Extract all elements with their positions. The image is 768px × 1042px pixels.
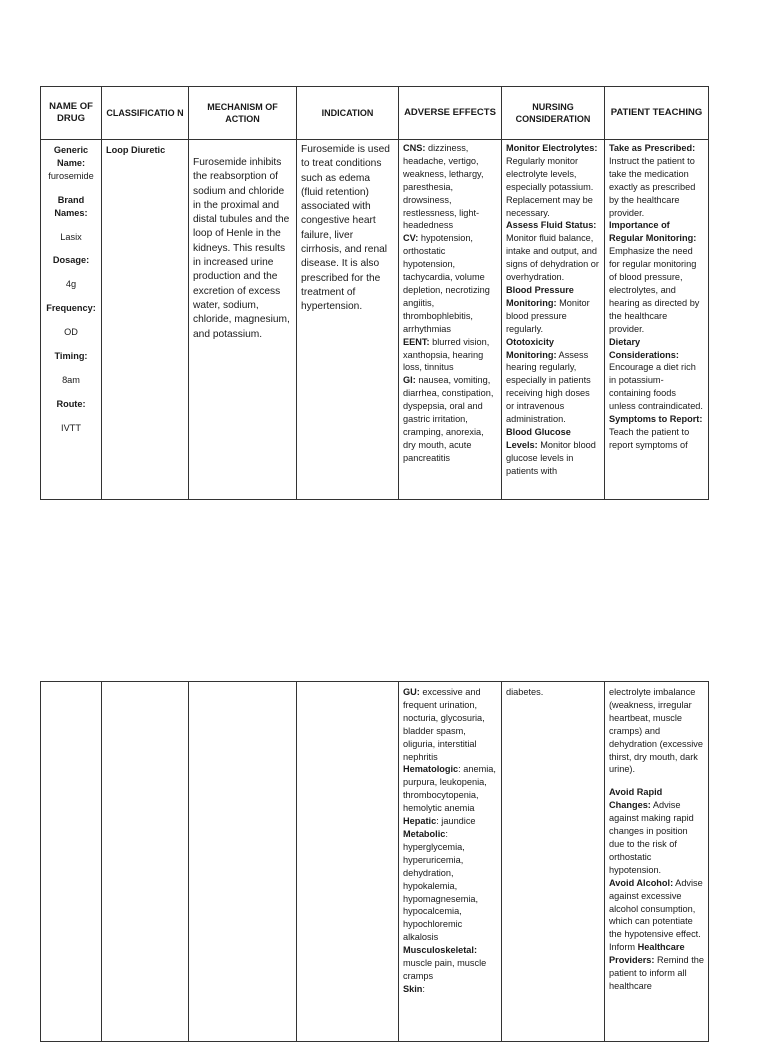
- teaching-item: Importance of Regular Monitoring: Emphasize the need for regular monitoring of blood pressure, electrolytes, and hearing as directed by the healthcare provider.: [609, 220, 700, 334]
- adverse-item: Hepatic: jaundice: [403, 816, 476, 827]
- nursing-item: Blood Glucose Levels: Monitor blood glucose levels in patients with: [506, 426, 596, 476]
- frequency-label: Frequency:: [46, 303, 96, 314]
- indication-cell: [297, 140, 399, 500]
- nursing-item: Ototoxicity Monitoring: Assess hearing regularly, especially in patients receiving high doses or intravenous administration.: [506, 336, 591, 425]
- dosage-value: 4g: [65, 279, 77, 290]
- adverse-item: CNS: dizziness, headache, vertigo, weakness, lethargy, paresthesia, drowsiness, restlessness, light-headedness: [403, 143, 484, 231]
- adverse-item: CV: hypotension, orthostatic hypotension, tachycardia, volume depletion, necrotizing angiitis, thrombophlebitis, arrhythmias: [403, 233, 490, 334]
- teaching-item: Symptoms to Report: Teach the patient to report symptoms of: [609, 414, 703, 450]
- indication-text: Furosemide is used to treat conditions such as edema (fluid retention) associated with congestive heart failure, liver cirrhosis, and renal disease. It is also prescribed for the treatment of hypertension.: [301, 144, 390, 313]
- dosage-label: Dosage:: [52, 255, 90, 266]
- teaching-continued-intro: electrolyte imbalance (weakness, irregular heartbeat, muscle cramps) and dehydration (excessive thirst, dry mouth, dark urine).: [609, 687, 703, 775]
- header-name-of-drug: NAME OF DRUG: [41, 87, 102, 140]
- empty-indication-cell: [297, 682, 399, 1042]
- teaching-item: Take as Prescribed: Instruct the patient to take the medication exactly as prescribed by the healthcare provider.: [609, 143, 696, 218]
- teaching-item: Avoid Rapid Changes: Advise against making rapid changes in position due to the risk of orthostatic hypotension.: [609, 787, 694, 875]
- teaching-item: Avoid Alcohol: Advise against excessive alcohol consumption, which can potentiate the hypotensive effect.: [609, 877, 703, 940]
- drug-table-page-2: [40, 681, 709, 1042]
- brand-names-value: Lasix: [60, 231, 82, 242]
- header-indication: INDICATION: [297, 87, 399, 140]
- adverse-item: GU: excessive and frequent urination, nocturia, glycosuria, bladder spasm, oliguria, interstitial nephritis: [403, 687, 485, 762]
- teaching-item: Dietary Considerations: Encourage a diet rich in potassium-containing foods unless contraindicated.: [609, 336, 703, 412]
- frequency-value: OD: [64, 327, 78, 338]
- header-classification: CLASSIFICATIO N: [102, 87, 189, 140]
- adverse-item: EENT: blurred vision, xanthopsia, hearing loss, tinnitus: [403, 336, 490, 373]
- adverse-effects-cell: [399, 140, 502, 500]
- timing-label: Timing:: [54, 351, 88, 362]
- drug-info-cell: [41, 140, 102, 500]
- adverse-item: Metabolic: hyperglycemia, hyperuricemia, dehydration, hypokalemia, hypomagnesemia, hypocalcemia, hypochloremic alkalosis: [403, 828, 479, 943]
- header-mechanism: MECHANISM OF ACTION: [189, 87, 297, 140]
- generic-name-value: furosemide: [48, 170, 94, 181]
- adverse-item: Hematologic: anemia, purpura, leukopenia, thrombocytopenia, hemolytic anemia: [403, 764, 496, 814]
- empty-mechanism-cell: [189, 682, 297, 1042]
- adverse-effects-cell-continued: [399, 682, 502, 1042]
- classification-value: Loop Diuretic: [106, 145, 166, 155]
- route-label: Route:: [56, 398, 86, 409]
- header-nursing: NURSING CONSIDERATION: [502, 87, 605, 140]
- adverse-item: GI: nausea, vomiting, diarrhea, constipation, dyspepsia, oral and gastric irritation, cramping, anorexia, dry mouth, acute pancreatitis: [403, 375, 494, 463]
- header-adverse-effects: ADVERSE EFFECTS: [399, 87, 502, 140]
- mechanism-cell: [189, 140, 297, 500]
- teaching-cell-continued: [605, 682, 709, 1042]
- brand-names-label: Brand Names:: [54, 194, 88, 218]
- nursing-item: Assess Fluid Status: Monitor fluid balance, intake and output, and signs of dehydration or overhydration.: [506, 220, 599, 283]
- nursing-cell-continued: [502, 682, 605, 1042]
- adverse-item: Musculoskeletal: muscle pain, muscle cramps: [403, 945, 487, 981]
- classification-cell: [102, 140, 189, 500]
- teaching-item: Inform Healthcare Providers: Remind the patient to inform all healthcare: [609, 942, 704, 991]
- teaching-cell: [605, 140, 709, 500]
- mechanism-text: Furosemide inhibits the reabsorption of sodium and chloride in the proximal and distal tubules and the loop of Henle in the kidneys. This results in increased urine production and the excretion of excess water, sodium, chloride, magnesium, and potassium.: [193, 157, 290, 340]
- empty-name-cell: [41, 682, 102, 1042]
- generic-name-label: Generic Name:: [53, 145, 89, 168]
- empty-classification-cell: [102, 682, 189, 1042]
- route-value: IVTT: [61, 422, 81, 433]
- drug-table-page-1: [40, 86, 709, 500]
- nursing-item: Blood Pressure Monitoring: Monitor blood pressure regularly.: [506, 284, 590, 334]
- header-patient-teaching: PATIENT TEACHING: [605, 87, 709, 140]
- timing-value: 8am: [62, 374, 80, 385]
- adverse-item: Skin:: [403, 983, 425, 994]
- nursing-cell: [502, 140, 605, 500]
- nursing-item: Monitor Electrolytes: Regularly monitor electrolyte levels, especially potassium. Replacement may be necessary.: [506, 143, 598, 218]
- nursing-continued-text: diabetes.: [506, 687, 544, 697]
